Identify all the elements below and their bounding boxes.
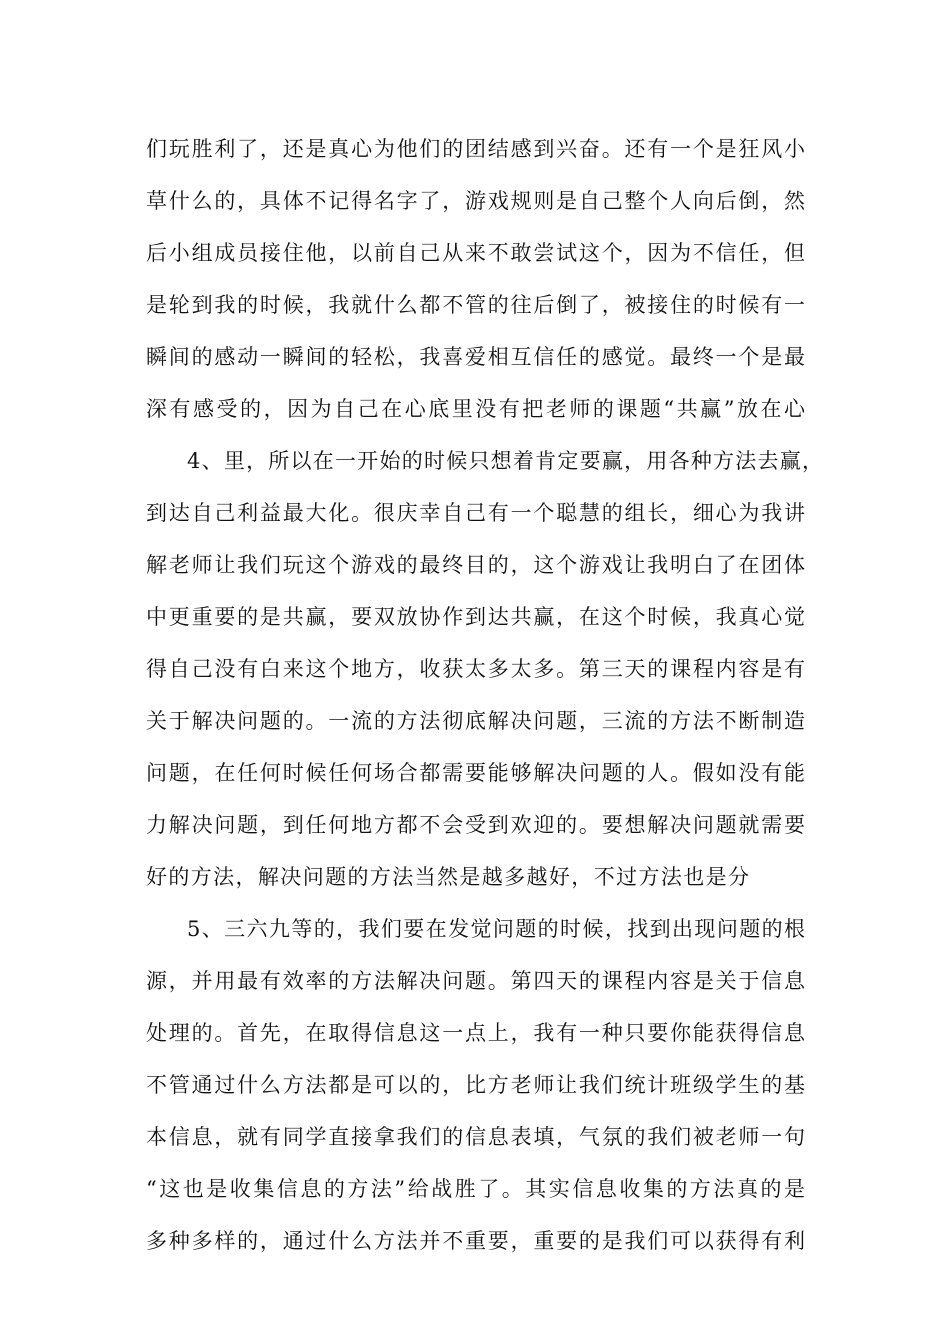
line-text: “这也是收集信息的方法”给战胜了。其实信息收集的方法真的是: [146, 1177, 805, 1201]
text-line: [0, 961, 950, 1001]
text-line: [0, 649, 950, 689]
line-text: 草什么的，具体不记得名字了，游戏规则是自己整个人向后倒，然: [146, 189, 805, 213]
text-line: [0, 337, 950, 377]
line-text: 不管通过什么方法都是可以的，比方老师让我们统计班级学生的基: [146, 1073, 805, 1097]
text-line: [0, 493, 950, 533]
text-line: [0, 597, 950, 637]
line-text: 本信息，就有同学直接拿我们的信息表填，气氛的我们被老师一句: [146, 1125, 805, 1149]
line-text: 得自己没有白来这个地方，收获太多太多。第三天的课程内容是有: [146, 657, 805, 681]
text-line: [0, 753, 950, 793]
line-text: 瞬间的感动一瞬间的轻松，我喜爱相互信任的感觉。最终一个是最: [146, 345, 805, 369]
text-line: [0, 857, 950, 897]
line-text: 问题，在任何时候任何场合都需要能够解决问题的人。假如没有能: [146, 761, 805, 785]
text-line: [0, 909, 950, 949]
text-line: [0, 1169, 950, 1209]
text-line: [0, 1013, 950, 1053]
text-line: [0, 805, 950, 845]
line-text: 处理的。首先，在取得信息这一点上，我有一种只要你能获得信息: [146, 1021, 805, 1045]
line-text: 4、里，所以在一开始的时候只想着肯定要赢，用各种方法去赢，: [187, 449, 823, 473]
line-text: 力解决问题，到任何地方都不会受到欢迎的。要想解决问题就需要: [146, 813, 805, 837]
line-text: 们玩胜利了，还是真心为他们的团结感到兴奋。还有一个是狂风小: [146, 137, 805, 161]
text-line: [0, 701, 950, 741]
line-text: 源，并用最有效率的方法解决问题。第四天的课程内容是关于信息: [146, 969, 805, 993]
line-text: 中更重要的是共赢，要双放协作到达共赢，在这个时候，我真心觉: [146, 605, 805, 629]
text-line: [0, 285, 950, 325]
text-line: [0, 129, 950, 169]
line-text: 关于解决问题的。一流的方法彻底解决问题，三流的方法不断制造: [146, 709, 805, 733]
line-text: 5、三六九等的，我们要在发觉问题的时候，找到出现问题的根: [187, 917, 805, 941]
line-text: 深有感受的，因为自己在心底里没有把老师的课题“共赢”放在心: [146, 397, 805, 421]
text-line: [0, 1065, 950, 1105]
text-line: [0, 181, 950, 221]
line-text: 解老师让我们玩这个游戏的最终目的，这个游戏让我明白了在团体: [146, 553, 805, 577]
text-line: [0, 441, 950, 481]
line-text: 是轮到我的时候，我就什么都不管的往后倒了，被接住的时候有一: [146, 293, 805, 317]
text-line: [0, 545, 950, 585]
text-line: [0, 1221, 950, 1261]
line-text: 后小组成员接住他，以前自己从来不敢尝试这个，因为不信任，但: [146, 241, 805, 265]
line-text: 多种多样的，通过什么方法并不重要，重要的是我们可以获得有利: [146, 1229, 805, 1253]
text-line: [0, 389, 950, 429]
line-text: 到达自己利益最大化。很庆幸自己有一个聪慧的组长，细心为我讲: [146, 501, 805, 525]
text-line: [0, 1117, 950, 1157]
line-text: 好的方法，解决问题的方法当然是越多越好，不过方法也是分: [146, 865, 749, 889]
text-line: [0, 233, 950, 273]
